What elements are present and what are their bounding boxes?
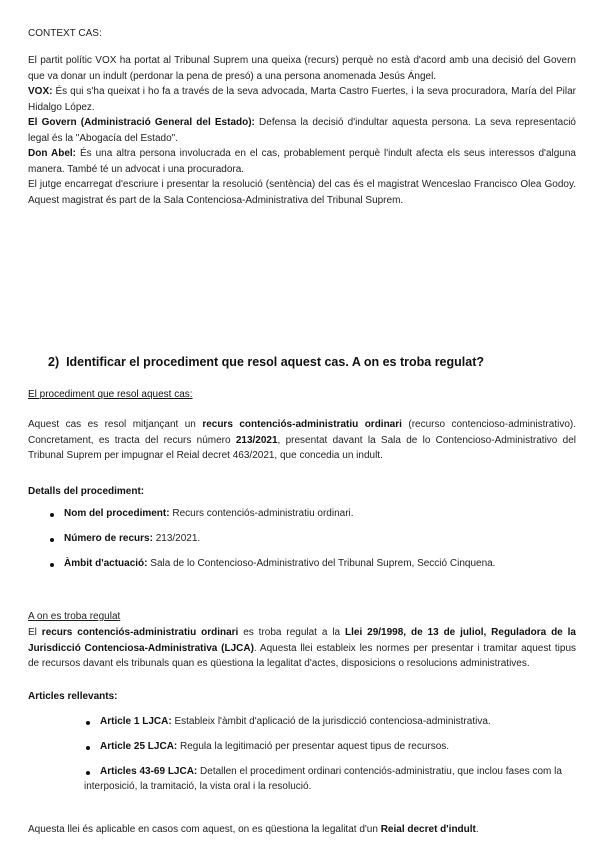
- article-label: Article 25 LJCA:: [100, 741, 178, 752]
- regulation-paragraph: [28, 625, 576, 672]
- detail-label: Nom del procediment:: [64, 508, 170, 519]
- procedure-paragraph: [28, 417, 576, 464]
- detail-text: 213/2021.: [152, 533, 201, 544]
- detail-item: [64, 531, 574, 546]
- govern-label: El Govern (Administració General del Estado):: [28, 117, 255, 128]
- closing-text-1: Aquesta llei és aplicable en casos com aquest, on es qüestiona la legalitat d'un: [28, 824, 381, 835]
- detail-label: Número de recurs:: [64, 533, 153, 544]
- regulation-bold-1: recurs contenciós-administratiu ordinari: [41, 627, 239, 638]
- bullet-icon: [86, 746, 90, 750]
- procedure-text-2: (recurso contencioso-administrativo). Concretament, es tracta del recurs número: [28, 419, 576, 446]
- detail-text: Recurs contenciós-administratiu ordinari.: [169, 508, 354, 519]
- section-title: Identificar el procediment que resol aquest cas. A on es troba regulat?: [66, 355, 485, 369]
- regulation-text-2: es troba regulat a la: [238, 627, 346, 638]
- context-heading: CONTEXT CAS:: [28, 28, 102, 39]
- procedure-subheading: El procediment que resol aquest cas:: [28, 389, 193, 400]
- regulation-subheading: A on es troba regulat: [28, 611, 121, 622]
- details-title-text: Detalls del procediment:: [28, 486, 145, 497]
- govern-text: Defensa la decisió d'indultar aquesta persona. La seva representació legal és la "Abogacía del Estado".: [28, 117, 576, 144]
- article-item: [84, 764, 576, 794]
- article-item: [100, 739, 576, 754]
- articles-title-text: Articles rellevants:: [28, 691, 118, 702]
- vox-text: És qui s'ha queixat i ho fa a través de la seva advocada, Marta Castro Fuertes, i la seva procuradora, María del Pilar Hidalgo López.: [28, 86, 576, 113]
- closing-paragraph: [28, 822, 576, 838]
- regulation-bold-2: Llei 29/1998, de 13 de juliol, Reguladora de la Jurisdicció Contenciosa-Administrativa (LJCA): [28, 627, 576, 654]
- detail-text: Sala de lo Contencioso-Administrativo del Tribunal Suprem, Secció Cinquena.: [147, 558, 496, 569]
- procedure-bold-1: recurs contenciós-administratiu ordinari: [202, 419, 402, 430]
- article-text: Estableix l'àmbit d'aplicació de la jurisdicció contenciosa-administrativa.: [171, 716, 491, 727]
- detail-item: [64, 556, 584, 571]
- regulation-text-1: El: [28, 627, 42, 638]
- closing-bold: Reial decret d'indult: [380, 824, 476, 835]
- abel-label: Don Abel:: [28, 148, 77, 159]
- bullet-icon: [50, 563, 54, 567]
- closing-text-2: .: [475, 824, 479, 835]
- bullet-icon: [50, 513, 54, 517]
- details-title: [28, 484, 576, 500]
- procedure-bold-2: 213/2021: [235, 434, 278, 446]
- article-label: Articles 43-69 LJCA:: [100, 766, 198, 777]
- section-number: 2): [48, 355, 60, 369]
- procedure-text-3: , presentat davant la Sala de lo Contencioso-Administrativo del Tribunal Suprem per impugnar el Reial decret 463/2021, que concedia un indult.: [28, 434, 576, 461]
- procedure-text-1: Aquest cas es resol mitjançant un: [28, 419, 203, 430]
- context-intro: El partit polític VOX ha portat al Tribunal Suprem una queixa (recurs) perquè no està d'acord amb una decisió del Govern que va donar un indult (perdonar la pena de presó) a una persona anomenada Jesús Ángel.: [28, 55, 576, 82]
- vox-label: VOX:: [28, 86, 53, 97]
- article-text: Detallen el procediment ordinari contenciós-administratiu, que inclou fases com la interposició, la tramitació, la vista oral i la resolució.: [84, 766, 562, 792]
- bullet-icon: [50, 538, 54, 542]
- detail-item: [64, 506, 574, 521]
- article-label: Article 1 LJCA:: [100, 716, 172, 727]
- regulation-text-3: . Aquesta llei estableix les normes per presentar i tramitar aquest tipus de recursos davant els tribunals quan es qüestiona la legalitat d'actes, disposicions o resolucions administratives.: [28, 642, 576, 669]
- article-item: [100, 714, 576, 729]
- judge-paragraph: El jutge encarregat d'escriure i presentar la resolució (sentència) del cas és el magistrat Wenceslao Francisco Olea Godoy. Aquest magistrat és part de la Sala Contenciosa-Administrativa del Tribunal Suprem.: [28, 179, 576, 206]
- abel-text: És una altra persona involucrada en el cas, probablement perquè l'indult afecta els seus interessos d'alguna manera. També té un advocat i una procuradora.: [28, 148, 576, 175]
- context-body: [28, 53, 576, 208]
- detail-label: Àmbit d'actuació:: [64, 558, 148, 569]
- section-2-heading: [48, 355, 596, 371]
- article-text: Regula la legitimació per presentar aquest tipus de recursos.: [177, 741, 450, 752]
- articles-title: [28, 689, 576, 705]
- bullet-icon: [86, 721, 90, 725]
